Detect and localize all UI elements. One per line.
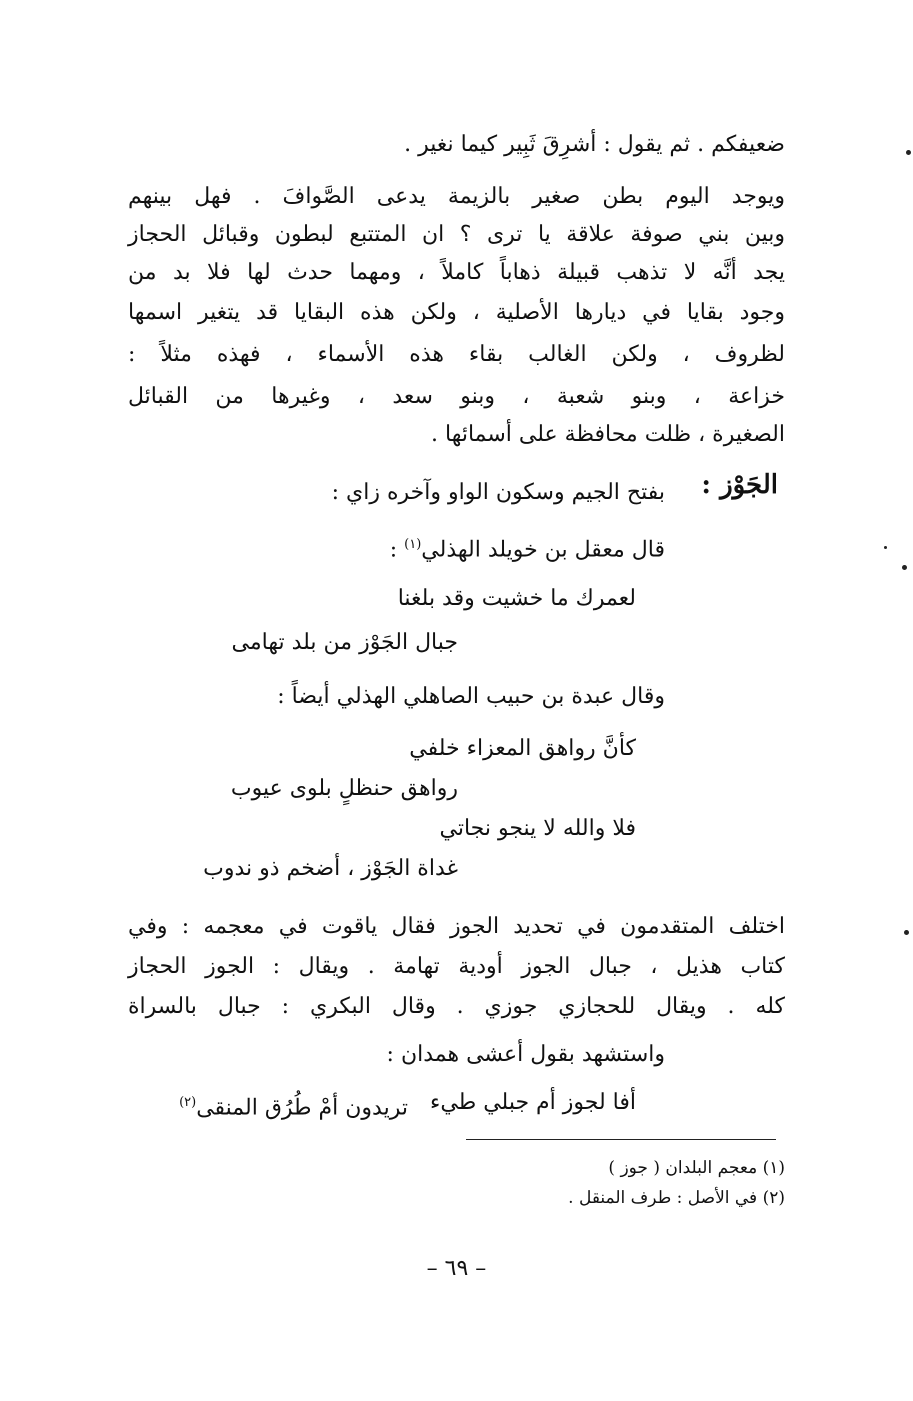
scan-speck: [884, 546, 887, 549]
text-line: لظروف ، ولكن الغالب بقاء هذه الأسماء ، فهذه مثلاً :: [128, 342, 785, 367]
footnote-ref: (٢): [179, 1095, 197, 1110]
verse-hemistich: أفا لجوز أم جبلي طيء: [430, 1090, 636, 1115]
footnote: (١) معجم البلدان ( جوز ): [608, 1158, 785, 1178]
text-line: وجود بقايا في ديارها الأصلية ، ولكن هذه البقايا قد يتغير اسمها: [128, 300, 785, 325]
verse-hemistich-text: تريدون أمْ طُرُق المنقى: [196, 1095, 408, 1121]
entry-definition: بفتح الجيم وسكون الواو وآخره زاي :: [331, 480, 665, 505]
quote-intro-text: قال معقل بن خويلد الهذلي: [421, 537, 665, 563]
scan-speck: [904, 930, 909, 935]
text-line: ويوجد اليوم بطن صغير بالزيمة يدعى الصَّوافَ . فهل بينهم: [128, 184, 785, 209]
text-line: وبين بني صوفة علاقة يا ترى ؟ ان المتتبع لبطون وقبائل الحجاز: [128, 222, 785, 247]
quote-intro: [390, 530, 665, 565]
quote-intro: وقال عبدة بن حبيب الصاهلي الهذلي أيضاً :: [277, 684, 665, 709]
page-number: – ٦٩ –: [426, 1256, 487, 1281]
scan-speck: [906, 150, 911, 155]
text-line: كتاب هذيل ، جبال الجوز أودية تهامة . ويقال : الجوز الحجاز: [128, 954, 785, 979]
footnote-divider: [466, 1139, 776, 1140]
verse-line: كأنَّ رواهق المعزاء خلفي: [409, 736, 636, 761]
text-line: ضعيفكم . ثم يقول : أشرِقَ ثَبِير كيما نغير .: [404, 132, 785, 157]
verse-line: غداة الجَوْز ، أضخم ذو ندوب: [203, 856, 458, 881]
quote-intro-colon: :: [389, 537, 405, 563]
text-line: واستشهد بقول أعشى همدان :: [386, 1042, 665, 1067]
text-line: يجد أنَّه لا تذهب قبيلة ذهاباً كاملاً ، ومهما حدث لها فلا بد من: [128, 260, 785, 285]
verse-line: جبال الجَوْز من بلد تهامى: [231, 630, 458, 655]
verse-line: رواهق حنظلٍ بلوى عيوب: [230, 776, 458, 801]
footnote-ref: (١): [404, 537, 422, 552]
text-line: خزاعة ، وبنو شعبة ، وبنو سعد ، وغيرها من القبائل: [128, 384, 785, 409]
footnote: (٢) في الأصل : طرف المنقل .: [568, 1188, 785, 1208]
verse-line: فلا والله لا ينجو نجاتي: [439, 816, 636, 841]
scan-speck: [902, 565, 907, 570]
verse-hemistich: [179, 1088, 408, 1123]
text-line: الصغيرة ، ظلت محافظة على أسمائها .: [431, 422, 785, 447]
text-line: اختلف المتقدمون في تحديد الجوز فقال ياقوت في معجمه : وفي: [128, 914, 785, 939]
entry-term: الجَوْز :: [701, 470, 778, 500]
text-line: كله . ويقال للحجازي جوزي . وقال البكري : جبال بالسراة: [128, 994, 785, 1019]
verse-line: لعمرك ما خشيت وقد بلغنا: [397, 586, 636, 611]
